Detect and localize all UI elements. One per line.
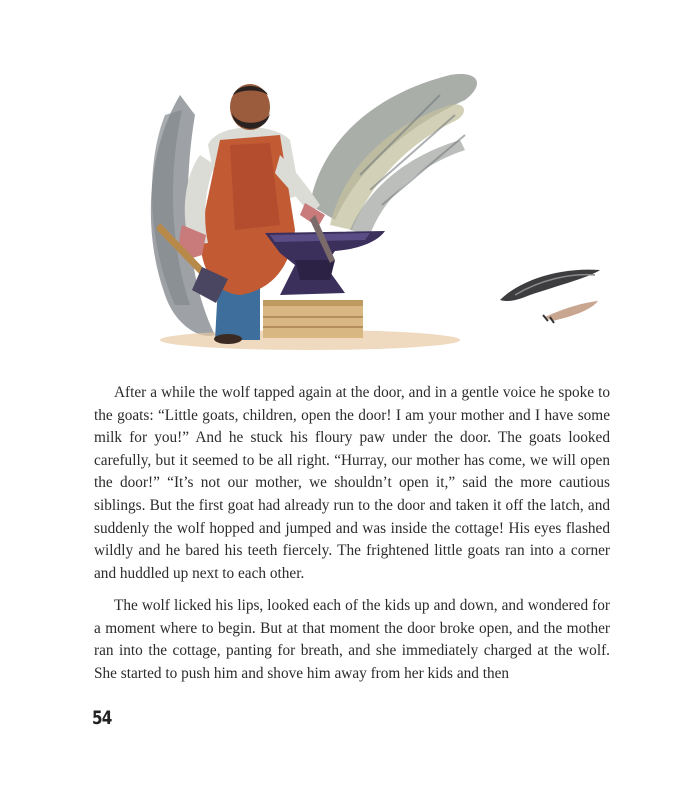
blacksmith-illustration bbox=[120, 55, 620, 360]
story-paragraph: The wolf licked his lips, looked each of the kids up and down, and wondered for a moment where to begin. But at that moment the door broke open, and the mother ran into the cottage, panting for breath, and she immediately charged at the wolf. She started to push him and shove him away from her kids and then bbox=[94, 597, 610, 682]
story-paragraph: After a while the wolf tapped again at the door, and in a gentle voice he spoke to the goats: “Little goats, children, open the door! I am your mother and I have some milk for you!” And he stuck his floury paw under the door. The goats looked carefully, but it seemed to be all right. “Hurray, our mother has come, we will open the door!” “It’s not our mother, we shouldn’t open it,” said the more cautious siblings. But the first goat had already run to the door and taken it off the latch, and suddenly the wolf hopped and jumped and was inside the cottage! His eyes flashed wildly and he bared his teeth fiercely. The frightened little goats ran into a corner and huddled up next to each other. bbox=[94, 384, 610, 582]
page-number: 54 bbox=[92, 707, 112, 729]
wolf-tail bbox=[500, 270, 600, 323]
wooden-stump bbox=[263, 300, 363, 338]
